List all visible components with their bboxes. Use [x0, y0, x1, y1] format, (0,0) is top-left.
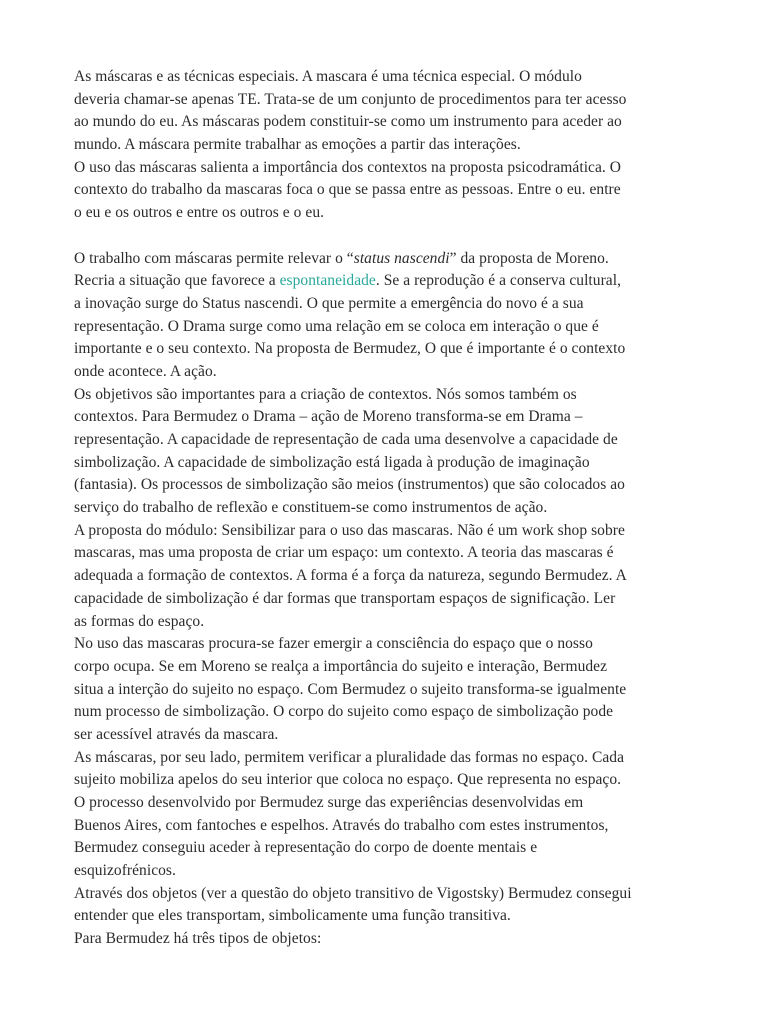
- text-line-status-nascendi: [74, 248, 704, 271]
- text-line: No uso das mascaras procura-se fazer emergir a consciência do espaço que o nosso: [74, 635, 593, 653]
- text-line: o eu e os outros e entre os outros e o eu.: [74, 204, 325, 222]
- text-line: sujeito mobiliza apelos do seu interior que coloca no espaço. Que representa no espaço.: [74, 771, 622, 789]
- text-line: Os objetivos são importantes para a criação de contextos. Nós somos também os: [74, 385, 577, 403]
- text-line: As máscaras, por seu lado, permitem verificar a pluralidade das formas no espaço. Cada: [74, 748, 625, 766]
- text-line: corpo ocupa. Se em Moreno se realça a importância do sujeito e interação, Bermudez: [74, 657, 608, 675]
- text-line: ser acessível através da mascara.: [74, 725, 279, 743]
- text-line: Através dos objetos (ver a questão do objeto transitivo de Vigostsky) Bermudez consegui: [74, 884, 632, 902]
- text-line: importante e o seu contexto. Na proposta de Bermudez, O que é importante é o contexto: [74, 340, 626, 358]
- italic-term: status nascendi: [353, 249, 450, 267]
- text-line: contextos. Para Bermudez o Drama – ação de Moreno transforma-se em Drama –: [74, 408, 583, 426]
- document-body: [74, 66, 704, 951]
- text-line: entender que eles transportam, simbolicamente uma função transitiva.: [74, 907, 511, 925]
- text-line: deveria chamar-se apenas TE. Trata-se de um conjunto de procedimentos para ter acesso: [74, 90, 627, 108]
- text-segment: O trabalho com máscaras permite relevar o “: [74, 249, 354, 267]
- text-line: contexto do trabalho da mascaras foca o que se passa entre as pessoas. Entre o eu. entre: [74, 181, 621, 199]
- text-line: mascaras, mas uma proposta de criar um espaço: um contexto. A teoria das mascaras é: [74, 544, 614, 562]
- text-line: mundo. A máscara permite trabalhar as emoções a partir das interações.: [74, 136, 521, 154]
- text-line: O processo desenvolvido por Bermudez surge das experiências desenvolvidas em: [74, 794, 584, 811]
- text-segment: Recria a situação que favorece a: [74, 272, 280, 290]
- text-segment: ” da proposta de Moreno.: [449, 249, 609, 267]
- text-line: serviço do trabalho de reflexão e constituem-se como instrumentos de ação.: [74, 499, 548, 517]
- text-line: Bermudez conseguiu aceder à representação do corpo de doente mentais e: [74, 839, 538, 857]
- text-line: onde acontece. A ação.: [74, 362, 217, 380]
- text-line: ao mundo do eu. As máscaras podem constituir-se como um instrumento para aceder ao: [74, 113, 622, 131]
- text-segment: . Se a reprodução é a conserva cultural,: [375, 272, 622, 290]
- text-line: num processo de simbolização. O corpo do sujeito como espaço de simbolização pode: [74, 703, 614, 721]
- text-line: esquizofrénicos.: [74, 862, 176, 880]
- text-line: Para Bermudez há três tipos de objetos:: [74, 930, 322, 948]
- text-line: representação. A capacidade de representação de cada uma desenvolve a capacidade de: [74, 431, 618, 448]
- text-line: as formas do espaço.: [74, 612, 205, 630]
- text-line: Buenos Aires, com fantoches e espelhos. Através do trabalho com estes instrumentos,: [74, 816, 609, 834]
- text-line: situa a interção do sujeito no espaço. Com Bermudez o sujeito transforma-se igualmente: [74, 680, 627, 698]
- text-line: (fantasia). Os processos de simbolização são meios (instrumentos) que são colocados ao: [74, 476, 625, 494]
- text-line: As máscaras e as técnicas especiais. A mascara é uma técnica especial. O módulo: [74, 68, 582, 85]
- espontaneidade-link[interactable]: espontaneidade: [279, 272, 376, 290]
- text-line: O uso das máscaras salienta a importância dos contextos na proposta psicodramática. O: [74, 158, 622, 176]
- text-line: A proposta do módulo: Sensibilizar para o uso das mascaras. Não é um work shop sobre: [74, 521, 625, 539]
- text-line: a inovação surge do Status nascendi. O que permite a emergência do novo é a sua: [74, 294, 584, 312]
- text-line: simbolização. A capacidade de simbolização está ligada à produção de imaginação: [74, 453, 590, 471]
- paragraph-gap: [74, 225, 704, 248]
- text-line-recria: [74, 270, 704, 293]
- text-line: representação. O Drama surge como uma relação em se coloca em interação o que é: [74, 317, 599, 335]
- text-line: adequada a formação de contextos. A forma é a força da natureza, segundo Bermudez. A: [74, 567, 627, 585]
- text-line: capacidade de simbolização é dar formas que transportam espaços de significação. Ler: [74, 589, 616, 607]
